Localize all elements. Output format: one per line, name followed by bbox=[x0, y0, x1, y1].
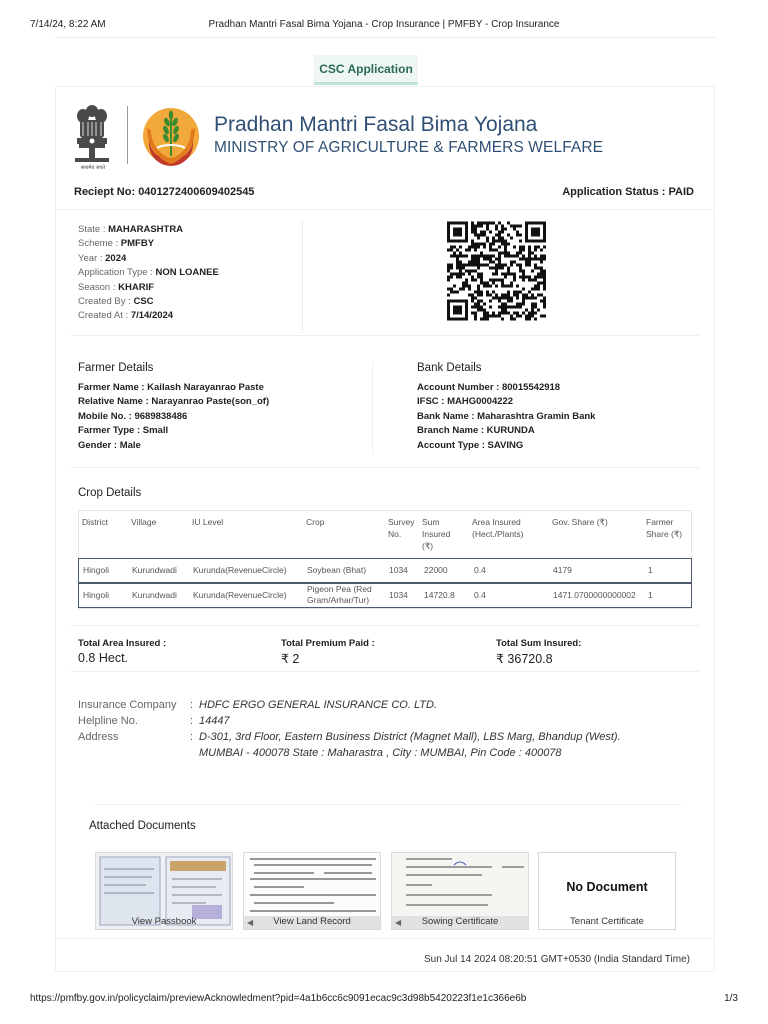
tenant-certificate-document[interactable] bbox=[538, 852, 676, 930]
meta-application-type: Application Type : NON LOANEE bbox=[78, 267, 219, 279]
no-document-placeholder: No Document bbox=[566, 880, 648, 894]
total-area-label: Total Area Insured : bbox=[78, 638, 167, 649]
page-number: 1/3 bbox=[724, 993, 738, 1004]
helpline-value: 14447 bbox=[199, 715, 230, 727]
address-line-2: MUMBAI - 400078 State : Maharastra , City : MUMBAI, Pin Code : 400078 bbox=[199, 747, 562, 759]
col-iu-level: IU Level bbox=[192, 517, 224, 527]
farmer-details-title: Farmer Details bbox=[78, 362, 154, 374]
relative-name: Relative Name : Narayanrao Paste(son_of) bbox=[78, 396, 270, 408]
print-footer bbox=[30, 993, 738, 1004]
meta-season: Season : KHARIF bbox=[78, 281, 155, 293]
total-sum-label: Total Sum Insured: bbox=[496, 638, 582, 649]
mobile-no: Mobile No. : 9689838486 bbox=[78, 410, 188, 422]
farmer-type: Farmer Type : Small bbox=[78, 425, 169, 437]
ministry-title: MINISTRY OF AGRICULTURE & FARMERS WELFARE bbox=[214, 139, 604, 156]
meta-state: State : MAHARASHTRA bbox=[78, 224, 184, 235]
land-record-document[interactable] bbox=[243, 852, 381, 930]
receipt-number: 0401272400609402545 bbox=[138, 186, 255, 198]
tab-csc-application[interactable]: CSC Application bbox=[314, 55, 418, 85]
print-url[interactable]: https://pmfby.gov.in/policyclaim/previewAcknowledment?pid=4a1b6cc6c9091ecac9c3d98b5420223f1e1c366e6b bbox=[30, 993, 527, 1004]
cell-iu-level: Kurunda(RevenueCircle) bbox=[193, 590, 287, 600]
col-village: Village bbox=[131, 517, 157, 527]
meta-created-by: Created By : CSC bbox=[78, 296, 154, 308]
meta-year: Year : 2024 bbox=[78, 252, 127, 264]
divider bbox=[56, 938, 714, 939]
table-row bbox=[78, 558, 692, 583]
emblem-caption: सत्यमेव जयते bbox=[80, 165, 106, 171]
application-details bbox=[78, 223, 219, 324]
bank-name: Bank Name : Maharashtra Gramin Bank bbox=[417, 410, 596, 422]
total-area-value: 0.8 Hect. bbox=[78, 651, 129, 665]
cell-village: Kurundwadi bbox=[132, 590, 177, 600]
account-type: Account Type : SAVING bbox=[417, 439, 524, 451]
sowing-certificate-link[interactable]: Sowing Certificate bbox=[421, 916, 499, 927]
insurance-company-value: HDFC ERGO GENERAL INSURANCE CO. LTD. bbox=[199, 699, 437, 711]
crop-details-title: Crop Details bbox=[78, 487, 142, 499]
generated-timestamp: Sun Jul 14 2024 08:20:51 GMT+0530 (India Standard Time) bbox=[423, 954, 690, 965]
divider bbox=[71, 335, 699, 336]
col-district: District bbox=[82, 517, 108, 527]
tenant-certificate-link[interactable]: Tenant Certificate bbox=[570, 916, 644, 927]
farmer-details bbox=[78, 381, 269, 453]
divider bbox=[372, 362, 373, 454]
cell-district: Hingoli bbox=[83, 565, 109, 575]
bank-details bbox=[417, 381, 595, 453]
col-sum-insured: Sum Insured (₹) bbox=[422, 517, 451, 551]
receipt-row bbox=[74, 186, 694, 198]
farmer-name: Farmer Name : Kailash Narayanrao Paste bbox=[78, 382, 264, 393]
total-sum-value: ₹ 36720.8 bbox=[496, 652, 553, 666]
sowing-certificate-document[interactable] bbox=[391, 852, 529, 930]
top-divider bbox=[55, 37, 716, 38]
cell-area: 0.4 bbox=[474, 590, 486, 600]
meta-scheme: Scheme : PMFBY bbox=[78, 238, 155, 250]
col-farmer-share: Farmer Share (₹) bbox=[646, 517, 683, 539]
application-status bbox=[562, 186, 694, 198]
scheme-title: Pradhan Mantri Fasal Bima Yojana bbox=[214, 113, 538, 136]
address-line-1: D-301, 3rd Floor, Eastern Business District (Magnet Mall), LBS Marg, Bhandup (West). bbox=[199, 731, 621, 743]
national-emblem-icon bbox=[71, 102, 113, 164]
logo-divider bbox=[127, 106, 128, 164]
pmfby-logo-icon bbox=[139, 104, 203, 166]
branding-header bbox=[71, 102, 631, 171]
cell-farmer: 1 bbox=[648, 565, 653, 575]
col-gov-share: Gov. Share (₹) bbox=[552, 517, 608, 527]
address-label: Address bbox=[78, 731, 119, 743]
divider bbox=[71, 467, 699, 468]
cell-gov: 4179 bbox=[553, 565, 572, 575]
colon: : bbox=[190, 731, 194, 743]
cell-crop: Soybean (Bhat) bbox=[307, 565, 367, 575]
cell-crop: Pigeon Pea (Red Gram/Arhar/Tur) bbox=[307, 584, 372, 605]
divider bbox=[302, 221, 303, 333]
divider bbox=[56, 209, 714, 210]
total-premium-value: ₹ 2 bbox=[281, 652, 300, 666]
col-survey: Survey No. bbox=[388, 517, 415, 539]
crop-table bbox=[78, 510, 692, 609]
cell-gov: 1471.0700000000002 bbox=[553, 590, 636, 600]
attached-documents-title: Attached Documents bbox=[89, 820, 196, 832]
divider bbox=[71, 671, 699, 672]
cell-sum: 14720.8 bbox=[424, 590, 455, 600]
scroll-left-icon[interactable]: ◀ bbox=[395, 918, 402, 927]
colon: : bbox=[190, 715, 194, 727]
helpline-label: Helpline No. bbox=[78, 715, 138, 727]
col-area-insured: Area Insured (Hect./Plants) bbox=[472, 517, 524, 539]
meta-created-at: Created At : 7/14/2024 bbox=[78, 310, 174, 322]
status-badge: PAID bbox=[668, 186, 694, 198]
passbook-document[interactable] bbox=[95, 852, 233, 930]
scroll-left-icon[interactable]: ◀ bbox=[247, 918, 254, 927]
acknowledgement-card bbox=[55, 86, 715, 972]
cell-district: Hingoli bbox=[83, 590, 109, 600]
cell-farmer: 1 bbox=[648, 590, 653, 600]
divider bbox=[71, 625, 699, 626]
status-label: Application Status : bbox=[562, 186, 666, 198]
col-crop: Crop bbox=[306, 517, 325, 527]
view-land-record-link[interactable]: View Land Record bbox=[273, 916, 351, 927]
view-passbook-link[interactable]: View Passbook bbox=[131, 916, 197, 927]
cell-village: Kurundwadi bbox=[132, 565, 177, 575]
cell-area: 0.4 bbox=[474, 565, 486, 575]
bank-details-title: Bank Details bbox=[417, 362, 482, 374]
ifsc: IFSC : MAHG0004222 bbox=[417, 396, 514, 408]
insurance-company-label: Insurance Company bbox=[78, 699, 177, 711]
print-datetime: 7/14/24, 8:22 AM bbox=[30, 19, 106, 30]
receipt-label: Reciept No: bbox=[74, 186, 136, 198]
cell-survey: 1034 bbox=[389, 590, 408, 600]
divider bbox=[94, 804, 682, 805]
account-number: Account Number : 80015542918 bbox=[417, 382, 561, 393]
cell-iu-level: Kurunda(RevenueCircle) bbox=[193, 565, 287, 575]
cell-sum: 22000 bbox=[424, 565, 448, 575]
cell-survey: 1034 bbox=[389, 565, 408, 575]
print-page-title: Pradhan Mantri Fasal Bima Yojana - Crop Insurance | PMFBY - Crop Insurance bbox=[208, 19, 560, 30]
qr-code-icon bbox=[447, 220, 546, 322]
colon: : bbox=[190, 699, 194, 711]
total-premium-label: Total Premium Paid : bbox=[281, 638, 375, 649]
table-row bbox=[78, 583, 692, 608]
branch-name: Branch Name : KURUNDA bbox=[417, 425, 535, 437]
gender: Gender : Male bbox=[78, 439, 141, 451]
